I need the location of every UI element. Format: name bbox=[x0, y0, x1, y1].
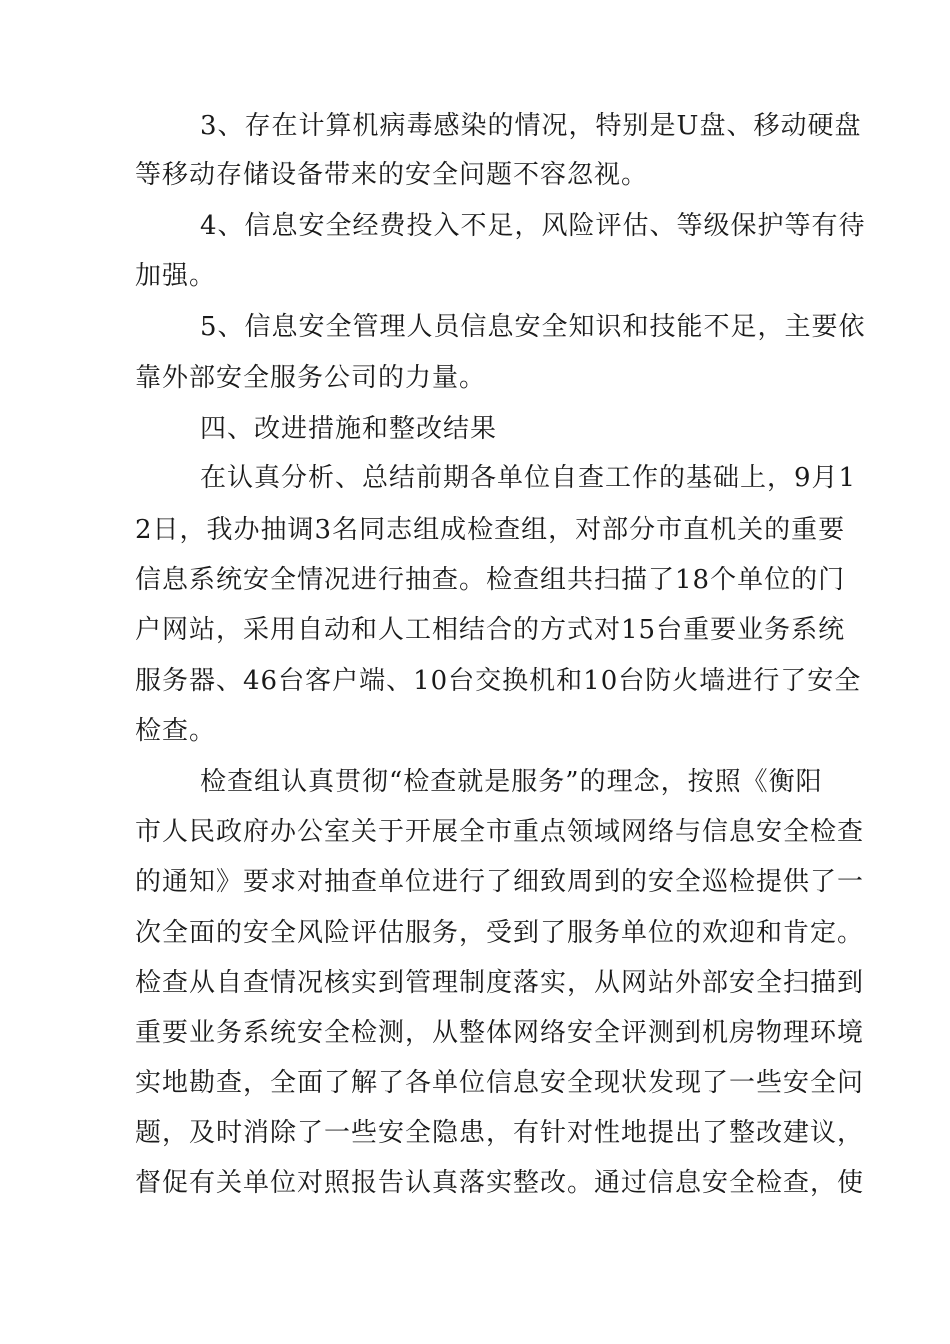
text-line: 在认真分析、总结前期各单位自查工作的基础上，9月1 bbox=[200, 463, 857, 493]
text-line: 2日，我办抽调3名同志组成检查组，对部分市直机关的重要 bbox=[135, 515, 846, 545]
text-line: 靠外部安全服务公司的力量。 bbox=[135, 363, 487, 393]
text-line: 户网站，采用自动和人工相结合的方式对15台重要业务系统 bbox=[135, 615, 846, 645]
text-line: 题，及时消除了一些安全隐患，有针对性地提出了整改建议， bbox=[135, 1118, 865, 1148]
text-line: 检查组认真贯彻“检查就是服务”的理念，按照《衡阳 bbox=[200, 767, 823, 797]
text-line: 检查。 bbox=[135, 716, 217, 746]
text-line: 实地勘查，全面了解了各单位信息安全现状发现了一些安全问 bbox=[135, 1068, 865, 1098]
text-line: 5、信息安全管理人员信息安全知识和技能不足，主要依 bbox=[200, 312, 866, 342]
text-line: 服务器、46台客户端、10台交换机和10台防火墙进行了安全 bbox=[135, 666, 862, 696]
text-line: 督促有关单位对照报告认真落实整改。通过信息安全检查，使 bbox=[135, 1168, 865, 1198]
text-line: 等移动存储设备带来的安全问题不容忽视。 bbox=[135, 160, 649, 190]
text-line: 信息系统安全情况进行抽查。检查组共扫描了18个单位的门 bbox=[135, 565, 846, 595]
text-line: 次全面的安全风险评估服务，受到了服务单位的欢迎和肯定。 bbox=[135, 918, 865, 948]
text-line: 4、信息安全经费投入不足，风险评估、等级保护等有待 bbox=[200, 211, 866, 241]
text-line: 的通知》要求对抽查单位进行了细致周到的安全巡检提供了一 bbox=[135, 867, 865, 897]
text-line: 市人民政府办公室关于开展全市重点领域网络与信息安全检查 bbox=[135, 817, 865, 847]
text-line: 3、存在计算机病毒感染的情况，特别是U盘、移动硬盘 bbox=[200, 111, 862, 141]
text-line: 检查从自查情况核实到管理制度落实，从网站外部安全扫描到 bbox=[135, 968, 865, 998]
text-line: 重要业务系统安全检测，从整体网络安全评测到机房物理环境 bbox=[135, 1018, 865, 1048]
text-line: 加强。 bbox=[135, 261, 217, 291]
section-heading: 四、改进措施和整改结果 bbox=[200, 414, 498, 444]
